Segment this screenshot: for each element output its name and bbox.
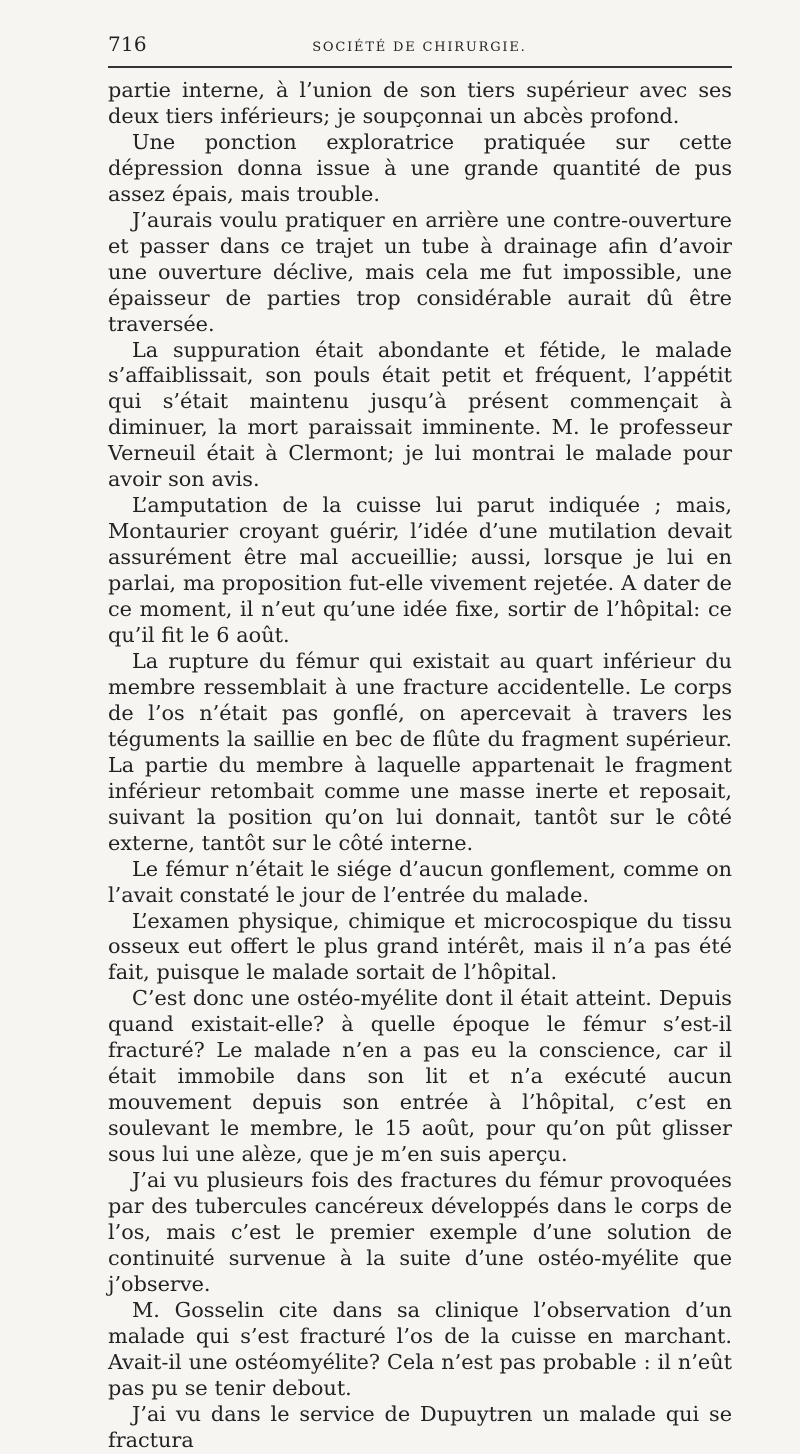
paragraph: M. Gosselin cite dans sa clinique l’observation d’un malade qui s’est fracturé l’os de la cuisse en marchant. Avait-il une ostéomyélite? Cela n’est pas probable : il n’eût pas pu se tenir debout. (108, 1297, 732, 1400)
page-number: 716 (108, 32, 147, 56)
paragraph: J’ai vu plusieurs fois des fractures du fémur provoquées par des tubercules cancéreux développés dans le corps de l’os, mais c’est le premier exemple d’une solution de continuité survenue à la suite d’une ostéo-myélite que j’observe. (108, 1168, 732, 1296)
paragraph: J’ai vu dans le service de Dupuytren un malade qui se fractura (108, 1401, 732, 1452)
page-header (108, 34, 732, 68)
text-body (108, 78, 732, 1454)
paragraph: Le fémur n’était le siége d’aucun gonflement, comme on l’avait constaté le jour de l’entrée du malade. (108, 856, 732, 907)
paragraph: L’amputation de la cuisse lui parut indiquée ; mais, Montaurier croyant guérir, l’idée d’une mutilation devait assurément être mal accueillie; aussi, lorsque je lui en parlai, ma proposition fut-elle vivement rejetée. A dater de ce moment, il n’eut qu’une idée fixe, sortir de l’hôpital: ce qu’il fit le 6 août. (108, 493, 732, 648)
paragraph: J’aurais voulu pratiquer en arrière une contre-ouverture et passer dans ce trajet un tube à drainage afin d’avoir une ouverture déclive, mais cela me fut impossible, une épaisseur de parties trop considérable aurait dû être traversée. (108, 207, 732, 336)
running-head: SOCIÉTÉ DE CHIRURGIE. (312, 40, 527, 55)
paragraph: La rupture du fémur qui existait au quart inférieur du membre ressemblait à une fracture accidentelle. Le corps de l’os n’était pas gonflé, on apercevait à travers les téguments la saillie en bec de flûte du fragment supérieur. La partie du membre à laquelle appartenait le fragment inférieur retombait comme une masse inerte et reposait, suivant la position qu’on lui donnait, tantôt sur le côté externe, tantôt sur le côté interne. (108, 648, 732, 855)
paragraph: partie interne, à l’union de son tiers supérieur avec ses deux tiers inférieurs; je soupçonnai un abcès profond. (108, 78, 732, 128)
paragraph: C’est donc une ostéo-myélite dont il était atteint. Depuis quand existait-elle? à quelle époque le fémur s’est-il fracturé? Le malade n’en a pas eu la conscience, car il était immobile dans son lit et n’a exécuté aucun mouvement depuis son entrée à l’hôpital, c’est en soulevant le membre, le 15 août, pour qu’on pût glisser sous lui une alèze, que je m’en suis aperçu. (108, 986, 732, 1167)
paragraph: Une ponction exploratrice pratiquée sur cette dépression donna issue à une grande quantité de pus assez épais, mais trouble. (108, 129, 732, 206)
paragraph: La suppuration était abondante et fétide, le malade s’affaiblissait, son pouls était petit et fréquent, l’appétit qui s’était maintenu jusqu’à présent commençait à diminuer, la mort paraissait imminente. M. le professeur Verneuil était à Clermont; je lui montrai le malade pour avoir son avis. (108, 337, 732, 492)
paragraph: L’examen physique, chimique et microcospique du tissu osseux eut offert le plus grand intérêt, mais il n’a pas été fait, puisque le malade sortait de l’hôpital. (108, 908, 732, 985)
book-page (108, 34, 732, 1454)
